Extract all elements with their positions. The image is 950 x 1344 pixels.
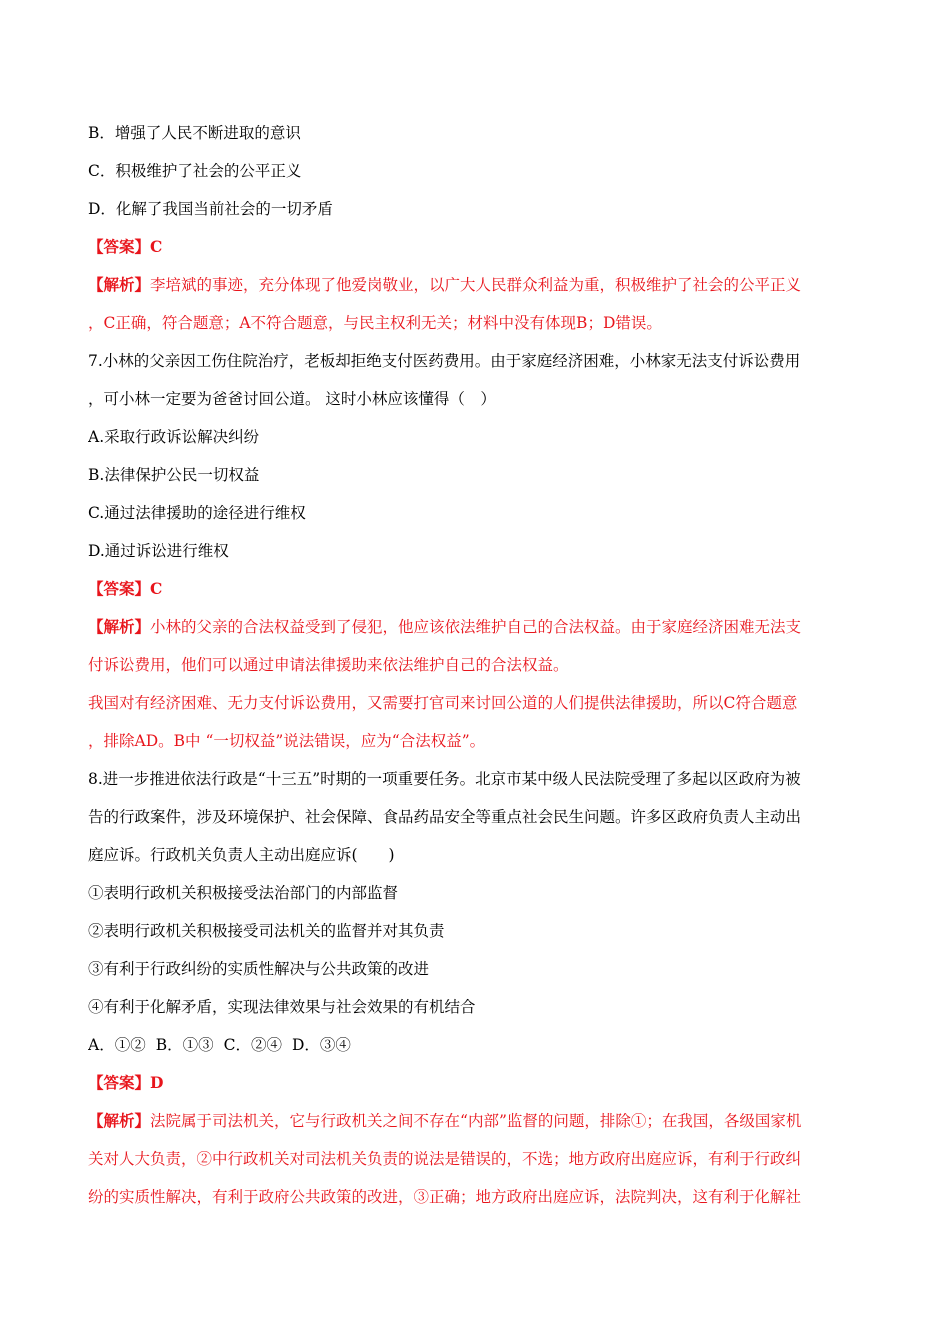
q8-choice-d: D．③④ [291, 1036, 351, 1054]
q7-stem-line-2: ，可小林一定要为爸爸讨回公道。 这时小林应该懂得（ ） [88, 390, 496, 408]
q8-statement-3: ③有利于行政纠纷的实质性解决与公共政策的改进 [88, 960, 430, 978]
q7-option-c: C.通过法律援助的途径进行维权 [88, 504, 306, 522]
q8-stem-line-1: 8.进一步推进依法行政是“十三五”时期的一项重要任务。北京市某中级人民法院受理了多起以区政府为被 [88, 770, 801, 788]
q8-analysis-line-3: 纷的实质性解决，有利于政府公共政策的改进，③正确；地方政府出庭应诉，法院判决，这有利于化解社 [88, 1188, 802, 1206]
q8-stem-line-3: 庭应诉。行政机关负责人主动出庭应诉( ) [88, 846, 395, 864]
q8-choice-c: C．②④ [223, 1036, 282, 1054]
q7-stem-line-1: 7.小林的父亲因工伤住院治疗，老板却拒绝支付医药费用。由于家庭经济困难，小林家无法支付诉讼费用 [88, 352, 801, 370]
q8-analysis-line-2: 关对人大负责，②中行政机关对司法机关负责的说法是错误的，不选；地方政府出庭应诉，有利于行政纠 [88, 1150, 802, 1168]
q8-analysis-line-1 [88, 1102, 863, 1140]
document-page [88, 114, 863, 1216]
q7-analysis-line-2: 付诉讼费用，他们可以通过申请法律援助来依法维护自己的合法权益。 [88, 656, 569, 674]
q8-statement-4: ④有利于化解矛盾，实现法律效果与社会效果的有机结合 [88, 998, 476, 1016]
answer-tag: 【答案】 [88, 237, 151, 256]
answer-value: C [150, 237, 163, 256]
q7-analysis-line-4: ，排除AD。B中 “一切权益”说法错误，应为“合法权益”。 [88, 732, 486, 750]
q8-answer [88, 1064, 863, 1102]
answer-tag: 【答案】 [88, 579, 151, 598]
analysis-text: 李培斌的事迹，充分体现了他爱岗敬业，以广大人民群众利益为重，积极维护了社会的公平正义 [150, 276, 802, 294]
q7-option-d: D.通过诉讼进行维权 [88, 542, 229, 560]
q8-statement-1: ①表明行政机关积极接受法治部门的内部监督 [88, 884, 399, 902]
answer-value: D [150, 1073, 164, 1092]
analysis-tag: 【解析】 [88, 275, 151, 294]
q7-analysis-line-1 [88, 608, 863, 646]
answer-value: C [150, 579, 163, 598]
q7-option-b: B.法律保护公民一切权益 [88, 466, 260, 484]
analysis-text: 小林的父亲的合法权益受到了侵犯，他应该依法维护自己的合法权益。由于家庭经济困难无法支 [150, 618, 802, 636]
q6-option-b: B．增强了人民不断进取的意识 [88, 124, 301, 142]
q6-option-c: C．积极维护了社会的公平正义 [88, 162, 302, 180]
answer-tag: 【答案】 [88, 1073, 151, 1092]
q6-analysis-line-1 [88, 266, 863, 304]
q8-statement-2: ②表明行政机关积极接受司法机关的监督并对其负责 [88, 922, 445, 940]
q7-option-a: A.采取行政诉讼解决纠纷 [88, 428, 260, 446]
analysis-tag: 【解析】 [88, 617, 151, 636]
q6-answer [88, 228, 863, 266]
q7-answer [88, 570, 863, 608]
q7-analysis-line-3: 我国对有经济困难、无力支付诉讼费用，又需要打官司来讨回公道的人们提供法律援助，所以C符合题意 [88, 694, 798, 712]
q8-choice-a: A．①② [88, 1036, 146, 1054]
analysis-text: 法院属于司法机关，它与行政机关之间不存在“内部”监督的问题，排除①；在我国，各级国家机 [150, 1112, 802, 1130]
q6-analysis-line-2: ，C正确，符合题意；A不符合题意，与民主权利无关；材料中没有体现B；D错误。 [88, 314, 662, 332]
q8-stem-line-2: 告的行政案件，涉及环境保护、社会保障、食品药品安全等重点社会民生问题。许多区政府负责人主动出 [88, 808, 802, 826]
q6-option-d: D．化解了我国当前社会的一切矛盾 [88, 200, 333, 218]
q8-choices [88, 1026, 863, 1064]
analysis-tag: 【解析】 [88, 1111, 151, 1130]
q8-choice-b: B．①③ [155, 1036, 214, 1054]
